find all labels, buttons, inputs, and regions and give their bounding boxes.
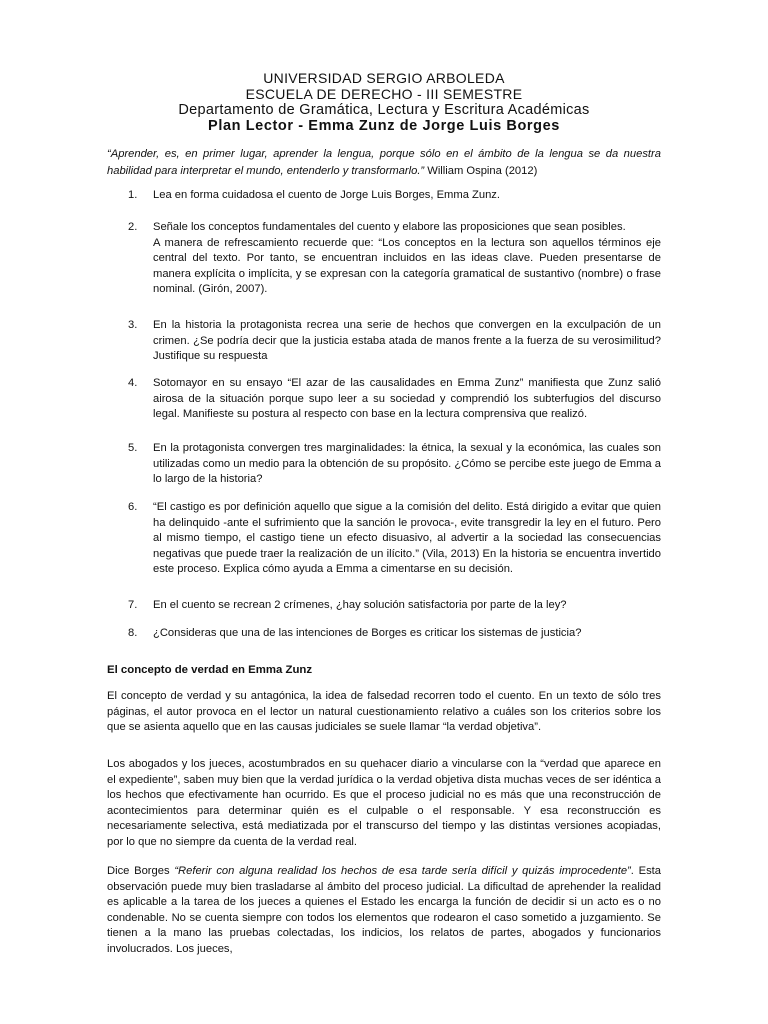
list-item-text: En la protagonista convergen tres marginalidades: la étnica, la sexual y la económica, las cuales son utilizadas como un medio para la obtención de su propósito. ¿Cómo se percibe este juego de Emma a lo largo de la historia? xyxy=(153,442,661,486)
university-name: UNIVERSIDAD SERGIO ARBOLEDA xyxy=(263,70,505,86)
list-item-4 xyxy=(108,376,661,423)
list-item-number: 2. xyxy=(128,221,138,233)
list-item-6 xyxy=(108,500,661,578)
list-item-8 xyxy=(108,626,661,642)
list-item-text: Lea en forma cuidadosa el cuento de Jorge Luis Borges, Emma Zunz. xyxy=(153,189,501,201)
list-item-note: A manera de refrescamiento recuerde que: “Los conceptos en la lectura son aquellos términos eje central del texto. Por tanto, se encuentran incluidos en las ideas clave. Pueden presentarse de manera explícita o implícita, y se expresan con la categoría gramatical de sustantivo (nombre) o frase nominal. (Girón, 2007). xyxy=(153,236,661,296)
epigraph-quote xyxy=(107,146,661,180)
paragraph-3-lead: Dice Borges xyxy=(107,865,175,877)
list-item-text: “El castigo es por definición aquello que sigue a la comisión del delito. Está dirigido a evitar que quien ha delinquido -ante el sufrimiento que la sanción le provoca-, evite transgredir la ley en el futuro. Pero al mismo tiempo, el castigo tiene un efecto disuasivo, al advertir a la sociedad las consecuencias negativas que puede traer la realización de un ilícito.” (Vila, 2013) En la historia se encuentra invertido este proceso. Explica cómo ayuda a Emma a cimentarse en su decisión. xyxy=(153,501,661,576)
list-item-7 xyxy=(108,598,661,614)
document-title: Plan Lector - Emma Zunz de Jorge Luis Borges xyxy=(208,118,560,134)
epigraph-text: “Aprender, es, en primer lugar, aprender la lengua, porque sólo en el ámbito de la lengua se da nuestra habilidad para interpretar el mundo, entenderlo y transformarlo.” xyxy=(107,148,661,177)
section-heading: El concepto de verdad en Emma Zunz xyxy=(107,664,313,676)
paragraph-3 xyxy=(107,864,661,958)
school-name: ESCUELA DE DERECHO - III SEMESTRE xyxy=(245,86,523,102)
list-item-text: Sotomayor en su ensayo “El azar de las causalidades en Emma Zunz” manifiesta que Zunz salió airosa de la situación porque supo leer a su sociedad y comprendió los subterfugios del discurso legal. Manifieste su postura al respecto con base en la lectura comprensiva que realizó. xyxy=(153,377,661,421)
list-item-3 xyxy=(108,318,661,365)
borges-quote: “Referir con alguna realidad los hechos de esa tarde sería difícil y quizás improcedente” xyxy=(174,865,631,877)
list-item-text: En el cuento se recrean 2 crímenes, ¿hay solución satisfactoria por parte de la ley? xyxy=(153,599,567,611)
epigraph-author: William Ospina (2012) xyxy=(424,165,538,177)
list-item-text: ¿Consideras que una de las intenciones de Borges es criticar los sistemas de justicia? xyxy=(153,627,582,639)
list-item-5 xyxy=(108,441,661,488)
list-item-number: 7. xyxy=(128,599,138,611)
list-item-2 xyxy=(108,220,661,298)
paragraph-3-rest: . Esta observación puede muy bien trasladarse al ámbito del proceso judicial. La dificultad de aprehender la realidad es aplicable a la tarea de los jueces a quienes el Estado les encarga la función de decidir si un acto es o no condenable. No se cuenta siempre con todos los elementos que rodearon el caso sometido a juzgamiento. Se tienen a la mano las pruebas colectadas, los indicios, los relatos de partes, abogados y funcionarios involucrados. Los jueces, xyxy=(107,865,661,955)
list-item-1 xyxy=(108,188,661,204)
list-item-text: En la historia la protagonista recrea una serie de hechos que convergen en la exculpación de un crimen. ¿Se podría decir que la justicia estaba atada de manos frente a la fuerza de su verosimilitud? Justifique su respuesta xyxy=(153,319,661,363)
paragraph-2: Los abogados y los jueces, acostumbrados en su quehacer diario a vincularse con la “verdad que aparece en el expediente”, saben muy bien que la verdad jurídica o la verdad objetiva dista muchas veces de ser idéntica a los hechos que efectivamente han ocurrido. Es que el proceso judicial no es más que una reconstrucción de acontecimientos para determinar quién es el culpable o el responsable. Y esa reconstrucción es necesariamente selectiva, está mediatizada por el transcurso del tiempo y las distintas versiones acopiadas, por lo que no siempre da cuenta de la verdad real. xyxy=(107,758,661,848)
list-item-number: 5. xyxy=(128,442,138,454)
list-item-number: 4. xyxy=(128,377,138,389)
list-item-number: 6. xyxy=(128,501,138,513)
list-item-number: 3. xyxy=(128,319,138,331)
list-item-number: 1. xyxy=(128,189,138,201)
department-name: Departamento de Gramática, Lectura y Escritura Académicas xyxy=(178,102,590,118)
list-item-number: 8. xyxy=(128,627,138,639)
list-item-text: Señale los conceptos fundamentales del cuento y elabore las proposiciones que sean posibles. xyxy=(153,221,626,233)
paragraph-1: El concepto de verdad y su antagónica, la idea de falsedad recorren todo el cuento. En un texto de sólo tres páginas, el autor provoca en el lector un natural cuestionamiento relativo a cuáles son los criterios sobre los que se asienta aquello que en las causas judiciales se suele llamar “la verdad objetiva”. xyxy=(107,690,661,734)
